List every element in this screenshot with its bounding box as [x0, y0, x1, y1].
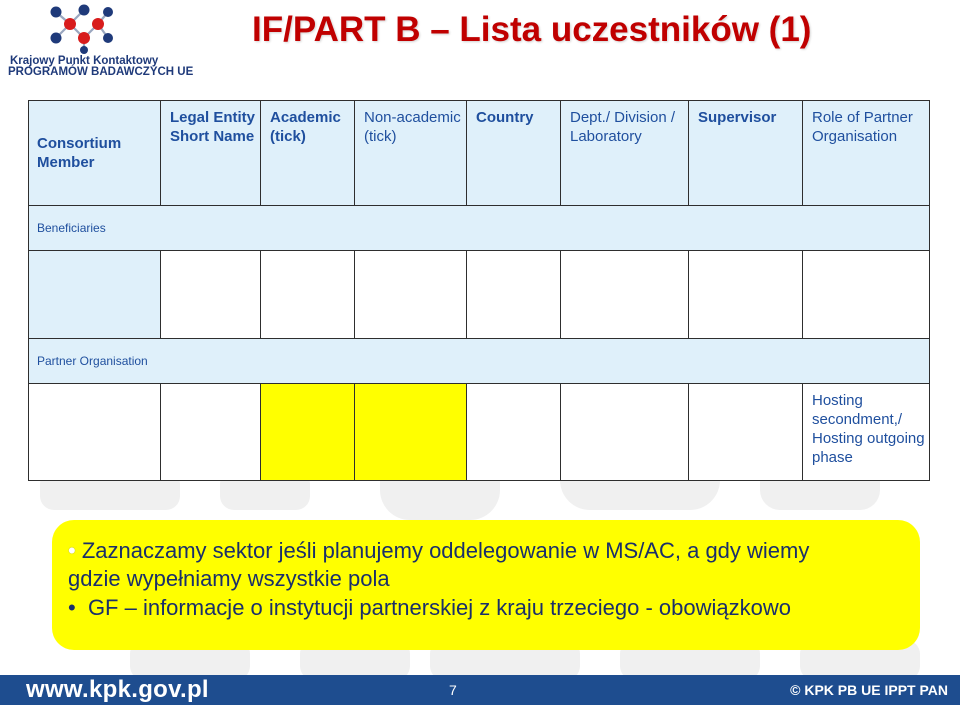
table-cell	[467, 251, 561, 339]
bullet-dot-icon: •	[68, 538, 76, 563]
header-supervisor-label: Supervisor	[698, 109, 777, 126]
beneficiaries-section-row	[29, 206, 930, 251]
header-legal-entity-label: Legal Entity Short Name	[170, 109, 256, 145]
table-cell	[355, 251, 467, 339]
table-cell	[29, 251, 161, 339]
partner-section-row	[29, 339, 930, 384]
table-cell	[689, 384, 803, 481]
table-cell	[689, 251, 803, 339]
header-role	[803, 101, 930, 206]
table-cell	[561, 384, 689, 481]
header-country	[467, 101, 561, 206]
table-cell	[29, 384, 161, 481]
partner-role-text: Hosting secondment,/ Hosting outgoing phase	[812, 392, 925, 466]
footer-copyright: © KPK PB UE IPPT PAN	[790, 682, 948, 698]
footer-url-link[interactable]: www.kpk.gov.pl	[26, 676, 209, 703]
note-bullet-2	[68, 595, 791, 621]
academic-highlight-cell	[261, 384, 355, 481]
table-header-row	[29, 101, 930, 206]
page-number: 7	[449, 682, 457, 698]
participants-table	[28, 100, 930, 481]
kpk-logo	[6, 2, 194, 84]
non-academic-highlight-cell	[355, 384, 467, 481]
table-cell	[561, 251, 689, 339]
logo-line-1: Krajowy Punkt Kontaktowy	[10, 55, 159, 67]
table-cell	[161, 384, 261, 481]
note-box	[52, 520, 920, 650]
beneficiaries-label: Beneficiaries	[29, 206, 930, 251]
table-cell	[467, 384, 561, 481]
slide-title: IF/PART B – Lista uczestników (1)	[252, 10, 812, 49]
note-bullet-1-continued: gdzie wypełniamy wszystkie pola	[68, 566, 390, 591]
header-dept-label: Dept./ Division / Laboratory	[570, 109, 676, 145]
logo-molecule-icon	[46, 2, 116, 54]
table-cell	[803, 251, 930, 339]
footer-bar	[0, 675, 960, 705]
note-bullet-1	[68, 538, 809, 564]
header-country-label: Country	[476, 109, 534, 126]
note-bullet-2-text: GF – informacje o instytucji partnerskiej z kraju trzeciego - obowiązkowo	[87, 595, 791, 620]
header-supervisor	[689, 101, 803, 206]
header-non-academic	[355, 101, 467, 206]
header-consortium-member: Consortium Member	[29, 101, 161, 206]
header-legal-entity	[161, 101, 261, 206]
partner-row	[29, 384, 930, 481]
header-academic	[261, 101, 355, 206]
header-academic-label: Academic (tick)	[270, 109, 341, 145]
header-role-label: Role of Partner Organisation	[812, 109, 913, 145]
beneficiary-row	[29, 251, 930, 339]
table-cell	[261, 251, 355, 339]
header-non-academic-label: Non-academic (tick)	[364, 109, 461, 145]
header-dept	[561, 101, 689, 206]
note-bullet-1-text: Zaznaczamy sektor jeśli planujemy oddelegowanie w MS/AC, a gdy wiemy	[81, 538, 810, 563]
bullet-dot-icon: •	[68, 595, 76, 620]
partner-role-cell	[803, 384, 930, 481]
table-cell	[161, 251, 261, 339]
logo-line-2: PROGRAMÓW BADAWCZYCH UE	[8, 66, 194, 78]
partner-organisation-label: Partner Organisation	[29, 339, 930, 384]
